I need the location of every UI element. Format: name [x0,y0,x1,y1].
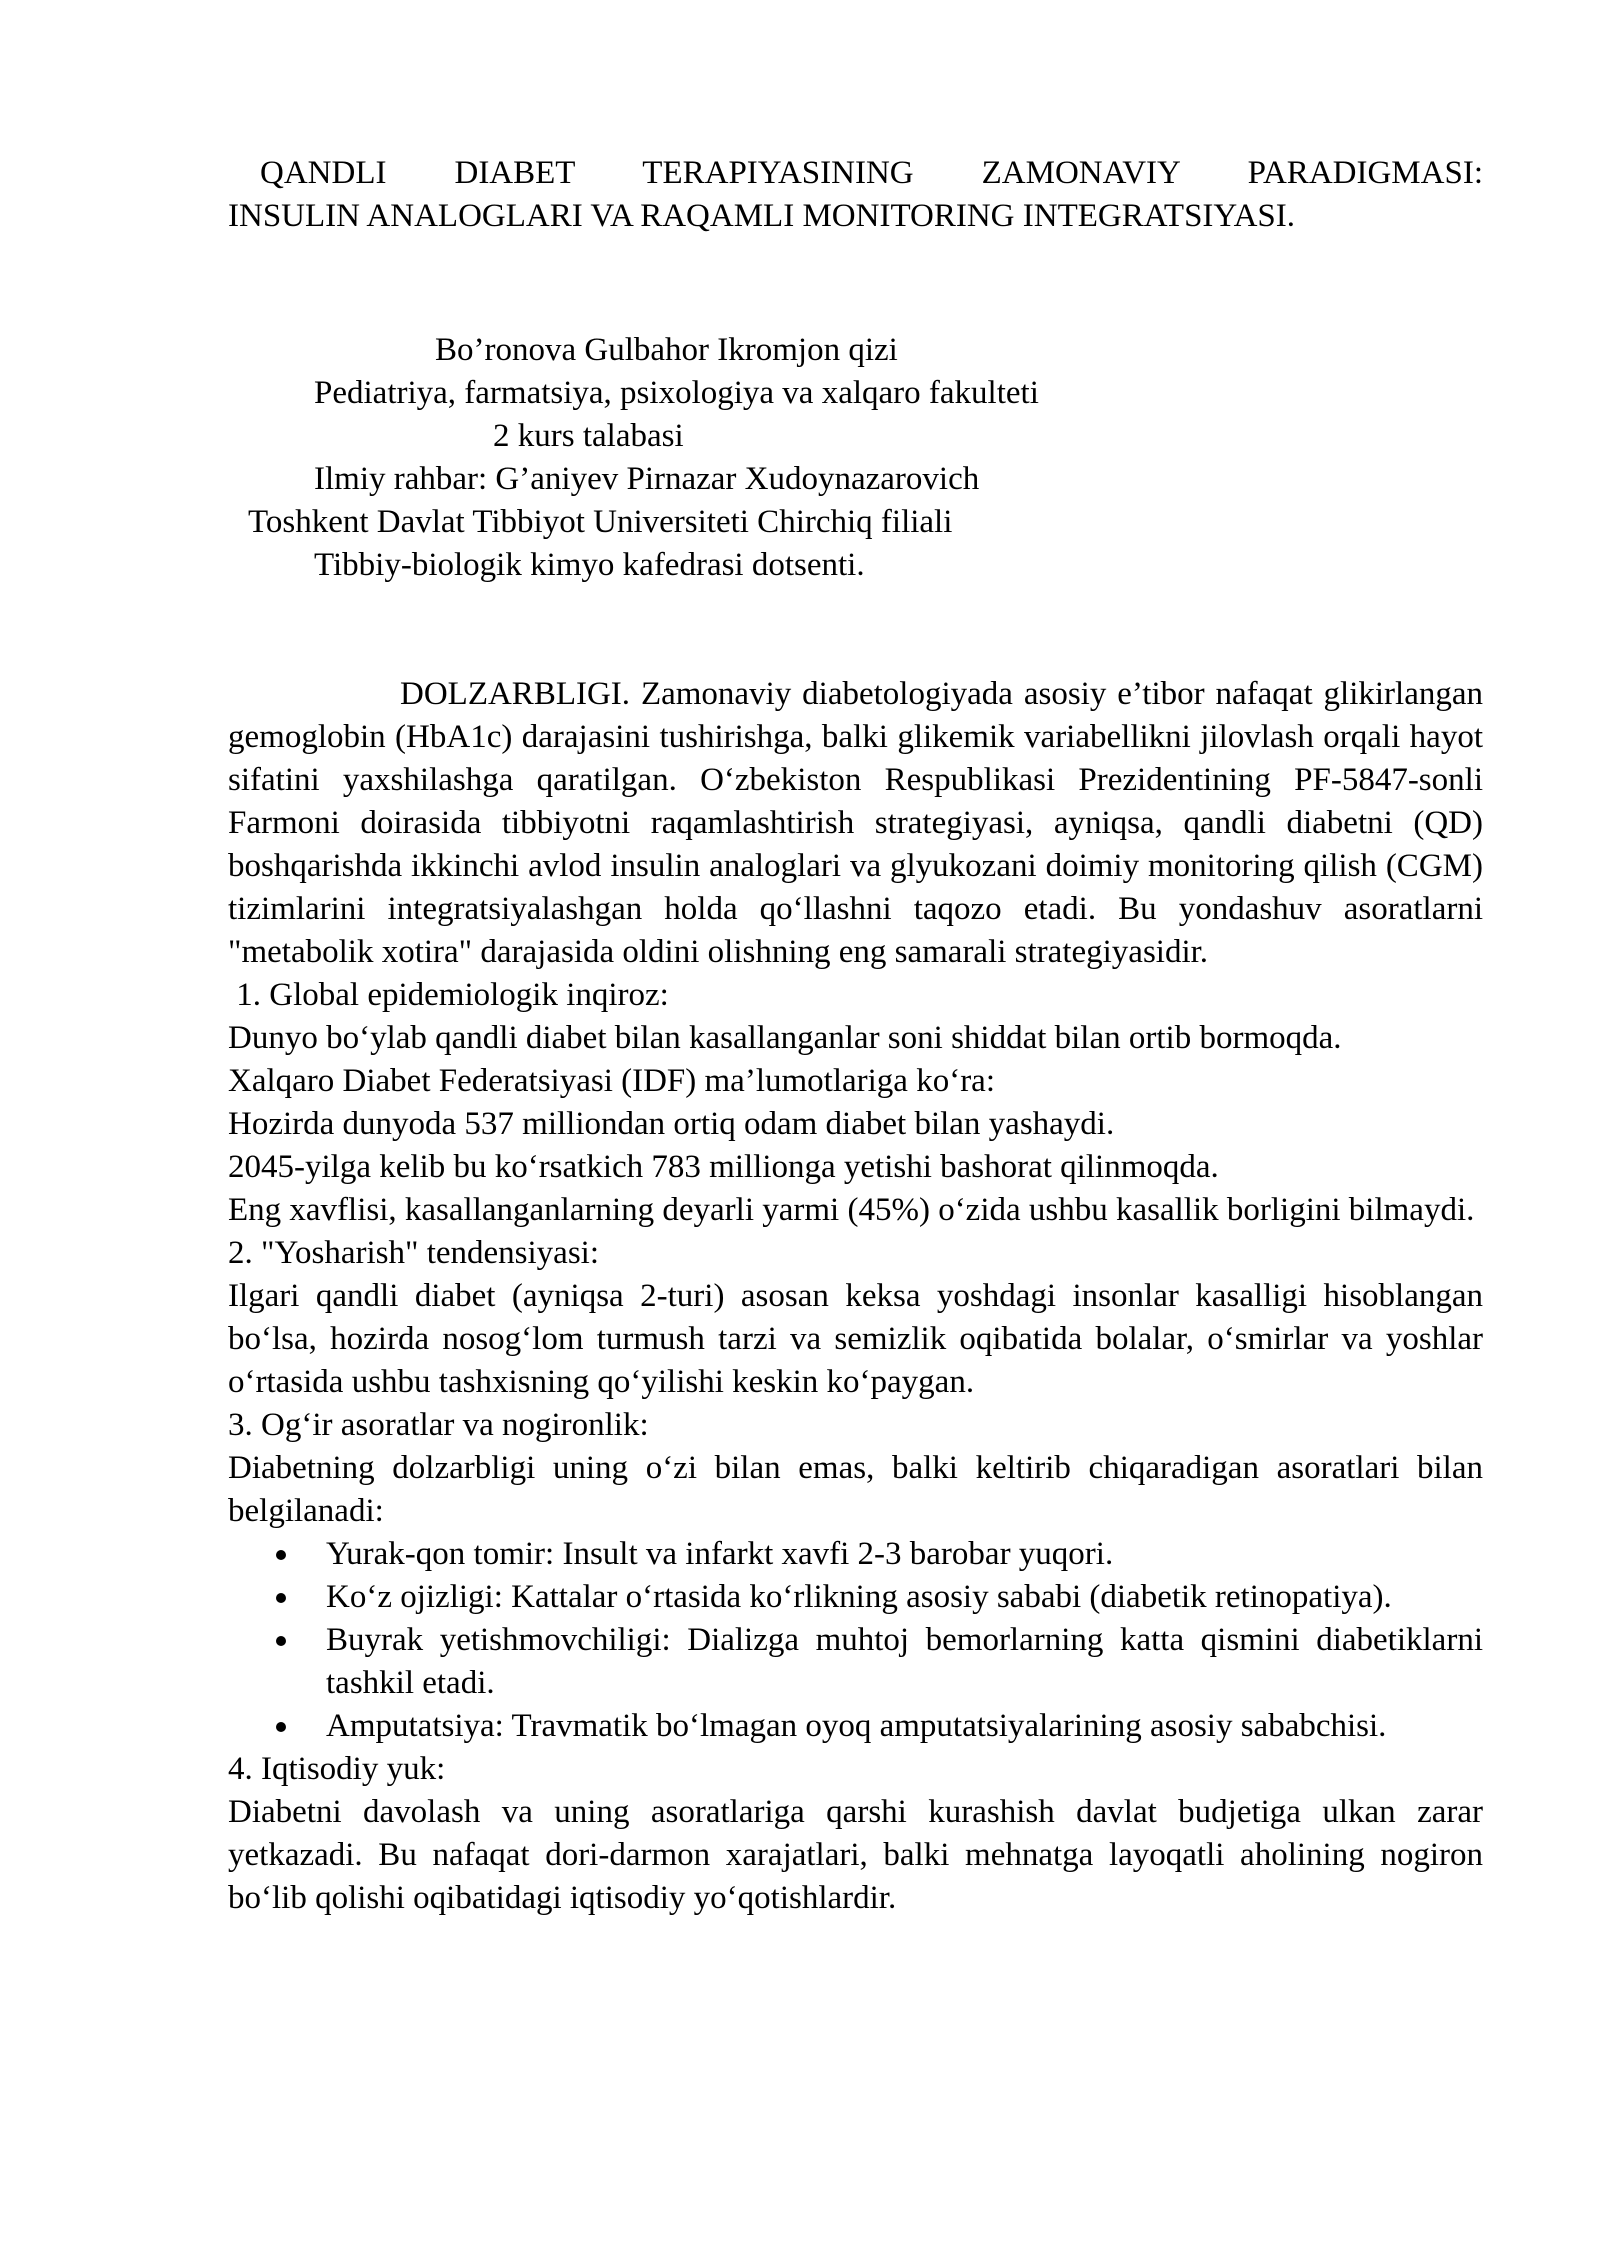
author-university: Toshkent Davlat Tibbiyot Universiteti Chirchiq filiali [248,504,953,540]
section-1-line-3: Hozirda dunyoda 537 milliondan ortiq odam diabet bilan yashaydi. [228,1106,1115,1142]
bullet-dot-icon [276,1550,286,1560]
section-2-heading: 2. "Yosharish" tendensiyasi: [228,1235,600,1271]
section-1-line-5: Eng xavflisi, kasallanganlarning deyarli yarmi (45%) o‘zida ushbu kasallik borligini bilmaydi. [228,1192,1475,1228]
list-item-text: Amputatsiya: Travmatik bo‘lmagan oyoq amputatsiyalarining asosiy sababchisi. [326,1708,1387,1744]
intro-paragraph: DOLZARBLIGI. Zamonaviy diabetologiyada asosiy e’tibor nafaqat glikirlangan gemoglobin (HbA1c) darajasini tushirishga, balki glikemik variabellikni jilovlash orqali hayot sifatini yaxshilashga qaratilgan. O‘zbekiston Respublikasi Prezidentining PF-5847-sonli Farmoni doirasida tibbiyotni raqamlashtirish strategiyasi, ayniqsa, qandli diabetni (QD) boshqarishda ikkinchi avlod insulin analoglari va glyukozani doimiy monitoring qilish (CGM) tizimlarini integratsiyalashgan holda qo‘llashni taqozo etadi. Bu yondashuv asoratlarni "metabolik xotira" darajasida oldini olishning eng samarali strategiyasidir. [228,676,1483,970]
article-body [228,673,1483,1920]
list-item [228,1576,1483,1619]
bullet-dot-icon [276,1593,286,1603]
author-supervisor: Ilmiy rahbar: G’aniyev Pirnazar Xudoynazarovich [314,461,980,497]
author-faculty: Pediatriya, farmatsiya, psixologiya va xalqaro fakulteti [314,375,1039,411]
section-2-text: Ilgari qandli diabet (ayniqsa 2-turi) asosan keksa yoshdagi insonlar kasalligi hisoblangan bo‘lsa, hozirda nosog‘lom turmush tarzi va semizlik oqibatida bolalar, o‘smirlar va yoshlar o‘rtasida ushbu tashxisning qo‘yilishi keskin ko‘paygan. [228,1278,1483,1400]
complications-list [228,1533,1483,1748]
list-item-text: Yurak-qon tomir: Insult va infarkt xavfi 2-3 barobar yuqori. [326,1536,1114,1572]
bullet-dot-icon [276,1636,286,1646]
section-3-heading: 3. Og‘ir asoratlar va nogironlik: [228,1407,649,1443]
section-3-text: Diabetning dolzarbligi uning o‘zi bilan emas, balki keltirib chiqaradigan asoratlari bilan belgilanadi: [228,1450,1483,1529]
list-item [228,1619,1483,1705]
section-1-line-1: Dunyo bo‘ylab qandli diabet bilan kasallanganlar soni shiddat bilan ortib bormoqda. [228,1020,1342,1056]
list-item [228,1533,1483,1576]
title-line-2: INSULIN ANALOGLARI VA RAQAMLI MONITORING INTEGRATSIYASI. [228,198,1296,234]
author-name: Bo’ronova Gulbahor Ikromjon qizi [435,332,898,368]
title-line-1: QANDLI DIABET TERAPIYASINING ZAMONAVIY PARADIGMASI: [260,155,1483,191]
section-1-heading: 1. Global epidemiologik inqiroz: [228,977,669,1013]
section-1-line-2: Xalqaro Diabet Federatsiyasi (IDF) ma’lumotlariga ko‘ra: [228,1063,995,1099]
bullet-dot-icon [276,1722,286,1732]
list-item-text: Buyrak yetishmovchiligi: Dializga muhtoj bemorlarning katta qismini diabetiklarni tashkil etadi. [326,1622,1483,1701]
list-item-text: Ko‘z ojizligi: Kattalar o‘rtasida ko‘rlikning asosiy sababi (diabetik retinopatiya). [326,1579,1392,1615]
author-department: Tibbiy-biologik kimyo kafedrasi dotsenti. [314,547,865,583]
section-4-text: Diabetni davolash va uning asoratlariga qarshi kurashish davlat budjetiga ulkan zarar yetkazadi. Bu nafaqat dori-darmon xarajatlari, balki mehnatga layoqatli aholining nogiron bo‘lib qolishi oqibatidagi iqtisodiy yo‘qotishlardir. [228,1794,1483,1916]
paper-title [228,152,1483,238]
section-1-line-4: 2045-yilga kelib bu ko‘rsatkich 783 millionga yetishi bashorat qilinmoqda. [228,1149,1219,1185]
list-item [228,1705,1483,1748]
section-4-heading: 4. Iqtisodiy yuk: [228,1751,446,1787]
author-course: 2 kurs talabasi [493,418,684,454]
